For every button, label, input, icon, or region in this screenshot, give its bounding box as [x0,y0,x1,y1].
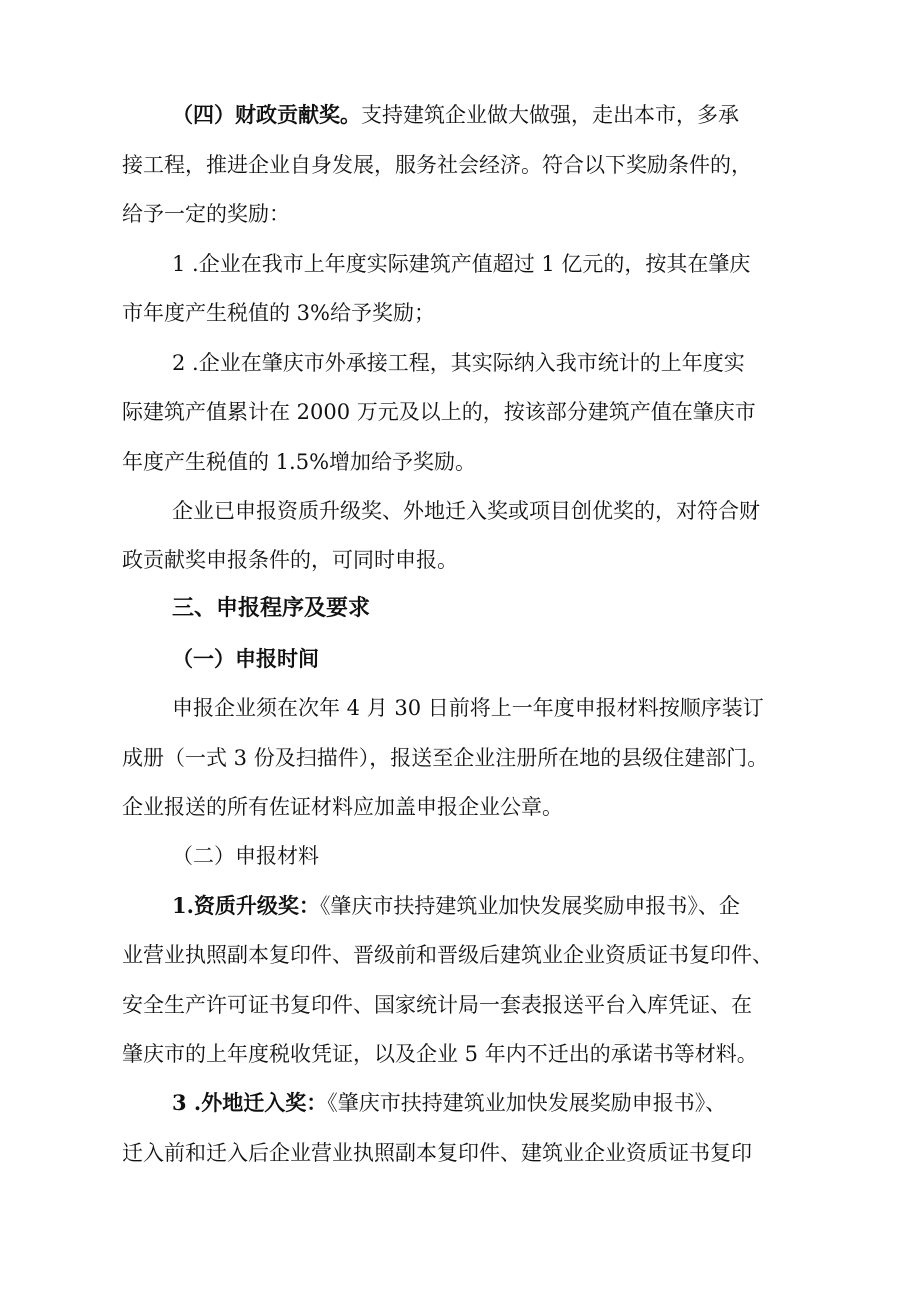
paragraph-text: 支持建筑企业做大做强，走出本市，多承 [361,103,739,127]
paragraph-heading: 3 .外地迁入奖： [172,1090,328,1115]
subsection-heading: （一）申报时间 [172,646,319,671]
paragraph-line: 迁入前和迁入后企业营业执照副本复印件、建筑业企业资质证书复印 [122,1141,752,1165]
paragraph-line: 市年度产生税值的 3%给予奖励； [122,301,435,325]
paragraph-line [172,1089,726,1117]
paragraph-line: 成册（一式 3 份及扫描件），报送至企业注册所在地的县级住建部门。 [122,746,769,770]
section-heading: 三、申报程序及要求 [172,596,371,621]
paragraph-line: 际建筑产值累计在 2000 万元及以上的，按该部分建筑产值在肇庆市 [122,400,756,424]
paragraph-line: 1 .企业在我市上年度实际建筑产值超过 1 亿元的，按其在肇庆 [172,252,751,276]
paragraph-line: 年度产生税值的 1.5%增加给予奖励。 [122,450,477,474]
paragraph-line: 政贡献奖申报条件的，可同时申报。 [122,548,458,572]
paragraph-text: 《肇庆市扶持建筑业加快发展奖励申报书》、企 [319,894,740,918]
paragraph-line: 企业已申报资质升级奖、外地迁入奖或项目创优奖的，对符合财 [172,499,760,523]
paragraph-text: 《肇庆市扶持建筑业加快发展奖励申报书》、 [327,1091,727,1115]
paragraph-line: 申报企业须在次年 4 月 30 日前将上一年度申报材料按顺序装订 [172,696,764,720]
paragraph-line: 2 .企业在肇庆市外承接工程，其实际纳入我市统计的上年度实 [172,351,745,375]
paragraph-heading: （四）财政贡献奖。 [172,102,361,127]
paragraph-heading: 1.资质升级奖： [172,893,320,918]
paragraph-line: 接工程，推进企业自身发展，服务社会经济。符合以下奖励条件的， [122,153,752,177]
paragraph-line: 业营业执照副本复印件、晋级前和晋级后建筑业企业资质证书复印件、 [122,943,773,967]
paragraph-line: 肇庆市的上年度税收凭证，以及企业 5 年内不迁出的承诺书等材料。 [122,1042,758,1066]
subsection-heading: （二）申报材料 [172,844,319,868]
paragraph-line: 安全生产许可证书复印件、国家统计局一套表报送平台入库凭证、在 [122,993,752,1017]
paragraph-line: 企业报送的所有佐证材料应加盖申报企业公章。 [122,795,563,819]
paragraph-line [172,101,739,129]
paragraph-line: 给予一定的奖励： [122,202,290,226]
paragraph-line [172,892,740,920]
